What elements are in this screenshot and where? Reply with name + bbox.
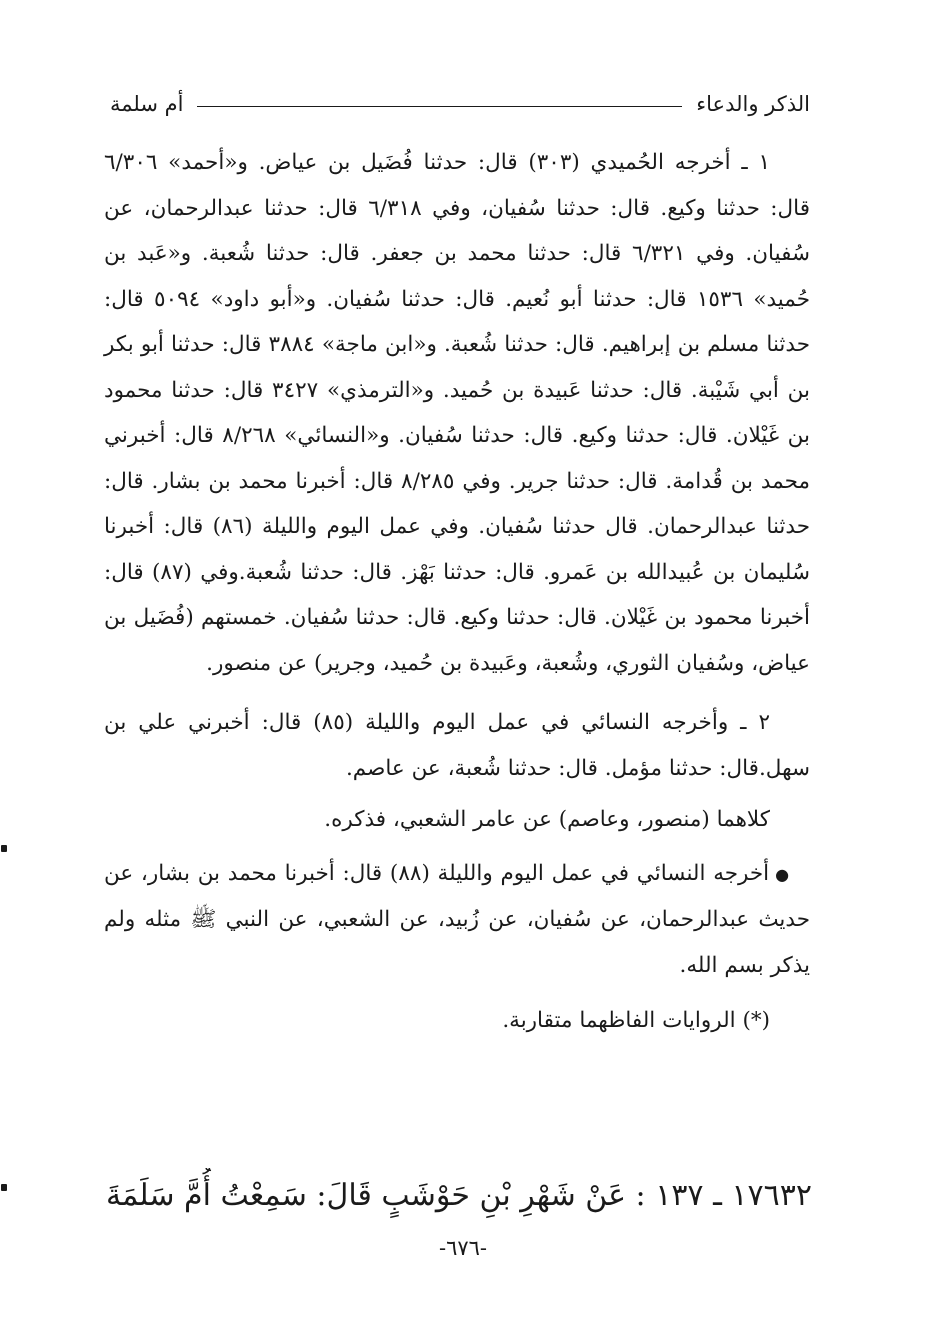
footnote-bullet-paragraph	[104, 851, 810, 989]
scan-edge-mark	[1, 845, 7, 852]
narrator-name: أم سلمة	[110, 92, 184, 116]
footnote-both: كلاهما (منصور، وعاصم) عن عامر الشعبي، فذكره.	[324, 807, 770, 832]
hadith-heading: ١٧٦٣٢ ـ ١٣٧ : عَنْ شَهْرِ بْنِ حَوْشَبٍ قَالَ: سَمِعْتُ أُمَّ سَلَمَةَ	[105, 1178, 812, 1213]
footnote-1: ١ ـ أخرجه الحُميدي (٣٠٣) قال: حدثنا فُضَيل بن عياض. و«أحمد» ٦/٣٠٦ قال: حدثنا وكيع. قال: حدثنا سُفيان، وفي ٦/٣١٨ قال: حدثنا عبدالرحمان، عن سُفيان. وفي ٦/٣٢١ قال: حدثنا محمد بن جعفر. قال: حدثنا شُعبة. و«عَبد بن حُميد» ١٥٣٦ قال: حدثنا أبو نُعيم. قال: حدثنا سُفيان. و«أبو داود» ٥٠٩٤ قال: حدثنا مسلم بن إبراهيم. قال: حدثنا شُعبة. و«ابن ماجة» ٣٨٨٤ قال: حدثنا أبو بكر بن أبي شَيْبة. قال: حدثنا عَبيدة بن حُميد. و«الترمذي» ٣٤٢٧ قال: حدثنا محمود بن غَيْلان. قال: حدثنا وكيع. قال: حدثنا سُفيان. و«النسائي» ٨/٢٦٨ قال: أخبرني محمد بن قُدامة. قال: حدثنا جرير. وفي ٨/٢٨٥ قال: أخبرنا محمد بن بشار. قال: حدثنا عبدالرحمان. قال حدثنا سُفيان. وفي عمل اليوم والليلة (٨٦) قال: أخبرنا سُليمان بن عُبيدالله بن عَمرو. قال: حدثنا بَهْز. قال: حدثنا شُعبة.وفي (٨٧) قال: أخبرنا محمود بن غَيْلان. قال: حدثنا وكيع. قال: حدثنا سُفيان. خمستهم (فُضَيل بن عياض، وسُفيان الثوري، وشُعبة، وعَبيدة بن حُميد، وجرير) عن منصور.	[104, 150, 810, 676]
bullet-text: أخرجه النسائي في عمل اليوم والليلة (٨٨) قال: أخبرنا محمد بن بشار، عن حديث عبدالرحمان، عن سُفيان، عن زُبيد، عن الشعبي، عن النبي ﷺ مثله ولم يذكر بسم الله.	[104, 860, 810, 978]
page-number: -٦٧٦-	[438, 1236, 488, 1260]
footnote-2: ٢ ـ وأخرجه النسائي في عمل اليوم والليلة (٨٥) قال: أخبرني علي بن سهل.قال: حدثنا مؤمل. قال: حدثنا شُعبة، عن عاصم.	[104, 710, 810, 781]
bullet-icon: ●	[775, 864, 790, 884]
footnotes-block	[104, 140, 810, 1044]
footnote-star: (*) الروايات الفاظهما متقاربة.	[502, 1008, 770, 1033]
scan-edge-mark	[1, 1184, 7, 1191]
header-rule	[197, 106, 682, 107]
section-title: الذكر والدعاء	[696, 92, 810, 116]
running-header	[110, 82, 810, 116]
